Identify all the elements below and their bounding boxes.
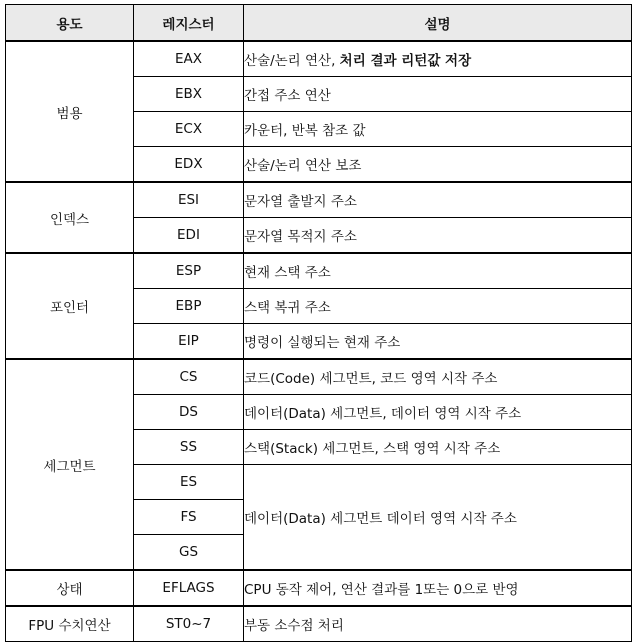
register-name: CS [134,359,244,395]
register-desc: 코드(Code) 세그먼트, 코드 영역 시작 주소 [244,359,632,395]
desc-bold: 처리 결과 리턴값 저장 [339,53,472,69]
register-name: ES [134,465,244,500]
register-desc: CPU 동작 제어, 연산 결과를 1또는 0으로 반영 [244,570,632,606]
register-name: DS [134,395,244,430]
group-status: 상태 [6,570,134,606]
register-name: ECX [134,112,244,147]
header-row [6,5,632,42]
register-desc: 스택 복귀 주소 [244,289,632,324]
table-row [6,253,632,289]
register-desc: 카운터, 반복 참조 값 [244,112,632,147]
group-general: 범용 [6,41,134,182]
header-description: 설명 [244,5,632,42]
group-fpu: FPU 수치연산 [6,606,134,642]
register-desc: 문자열 목적지 주소 [244,218,632,254]
register-name: FS [134,500,244,535]
group-index: 인덱스 [6,182,134,253]
register-name: SS [134,430,244,465]
register-desc: 산술/논리 연산 보조 [244,147,632,183]
desc-plain: 산술/논리 연산, [244,53,340,69]
register-name: GS [134,535,244,571]
header-usage: 용도 [6,5,134,42]
register-desc: 스택(Stack) 세그먼트, 스택 영역 시작 주소 [244,430,632,465]
register-desc: 데이터(Data) 세그먼트, 데이터 영역 시작 주소 [244,395,632,430]
header-register: 레지스터 [134,5,244,42]
register-table [5,4,632,642]
register-desc: 문자열 출발지 주소 [244,182,632,218]
register-desc: 현재 스택 주소 [244,253,632,289]
table-row [6,570,632,606]
register-name: EFLAGS [134,570,244,606]
register-name: EDX [134,147,244,183]
table-row [6,359,632,395]
register-desc: 명령이 실행되는 현재 주소 [244,324,632,360]
register-name: ESI [134,182,244,218]
register-desc [244,41,632,77]
group-pointer: 포인터 [6,253,134,359]
register-name: EIP [134,324,244,360]
group-segment: 세그먼트 [6,359,134,570]
table-row [6,606,632,642]
register-desc: 데이터(Data) 세그먼트 데이터 영역 시작 주소 [244,465,632,571]
register-name: EBP [134,289,244,324]
table-row [6,182,632,218]
register-desc: 부동 소수점 처리 [244,606,632,642]
register-name: EDI [134,218,244,254]
register-name: ST0~7 [134,606,244,642]
register-name: EBX [134,77,244,112]
register-desc: 간접 주소 연산 [244,77,632,112]
table-row [6,41,632,77]
register-name: ESP [134,253,244,289]
register-name: EAX [134,41,244,77]
